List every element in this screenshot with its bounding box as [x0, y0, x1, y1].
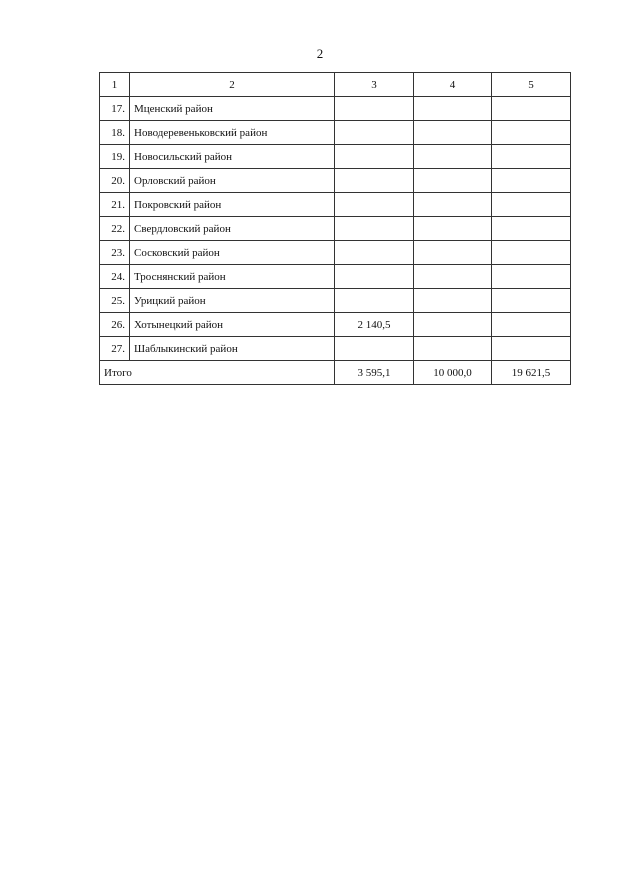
- district-name: Орловский район: [130, 169, 335, 193]
- district-name: Свердловский район: [130, 217, 335, 241]
- row-number: 24.: [100, 265, 130, 289]
- total-label: Итого: [100, 361, 335, 385]
- table-row: [100, 193, 571, 217]
- value-col-4: [414, 337, 492, 361]
- value-col-4: [414, 241, 492, 265]
- value-col-3: [335, 97, 414, 121]
- value-col-4: [414, 289, 492, 313]
- total-col-3: 3 595,1: [335, 361, 414, 385]
- header-col-4: 4: [414, 73, 492, 97]
- value-col-5: [492, 337, 571, 361]
- district-name: Хотынецкий район: [130, 313, 335, 337]
- value-col-3: [335, 241, 414, 265]
- value-col-3: [335, 217, 414, 241]
- value-col-4: [414, 169, 492, 193]
- value-col-5: [492, 289, 571, 313]
- value-col-3: 2 140,5: [335, 313, 414, 337]
- row-number: 25.: [100, 289, 130, 313]
- table-row: [100, 241, 571, 265]
- district-name: Урицкий район: [130, 289, 335, 313]
- row-number: 18.: [100, 121, 130, 145]
- district-name: Шаблыкинский район: [130, 337, 335, 361]
- district-name: Троснянский район: [130, 265, 335, 289]
- value-col-4: [414, 217, 492, 241]
- page-number: 2: [316, 46, 324, 61]
- table-row: [100, 313, 571, 337]
- table-row: [100, 169, 571, 193]
- header-col-3: 3: [335, 73, 414, 97]
- value-col-5: [492, 145, 571, 169]
- districts-table: [99, 72, 571, 385]
- table-row: [100, 337, 571, 361]
- value-col-5: [492, 97, 571, 121]
- value-col-3: [335, 121, 414, 145]
- district-name: Новодеревеньковский район: [130, 121, 335, 145]
- row-number: 20.: [100, 169, 130, 193]
- header-col-2: 2: [130, 73, 335, 97]
- total-col-5: 19 621,5: [492, 361, 571, 385]
- value-col-5: [492, 241, 571, 265]
- row-number: 22.: [100, 217, 130, 241]
- value-col-5: [492, 193, 571, 217]
- table-header-row: [100, 73, 571, 97]
- value-col-5: [492, 121, 571, 145]
- row-number: 17.: [100, 97, 130, 121]
- value-col-5: [492, 169, 571, 193]
- value-col-5: [492, 313, 571, 337]
- value-col-4: [414, 193, 492, 217]
- value-col-3: [335, 169, 414, 193]
- table-row: [100, 97, 571, 121]
- value-col-4: [414, 97, 492, 121]
- table-row: [100, 265, 571, 289]
- district-name: Покровский район: [130, 193, 335, 217]
- value-col-5: [492, 265, 571, 289]
- value-col-4: [414, 121, 492, 145]
- value-col-4: [414, 265, 492, 289]
- district-name: Новосильский район: [130, 145, 335, 169]
- value-col-3: [335, 193, 414, 217]
- table-row: [100, 145, 571, 169]
- row-number: 19.: [100, 145, 130, 169]
- value-col-3: [335, 337, 414, 361]
- row-number: 21.: [100, 193, 130, 217]
- value-col-4: [414, 313, 492, 337]
- row-number: 23.: [100, 241, 130, 265]
- value-col-3: [335, 289, 414, 313]
- district-name: Сосковский район: [130, 241, 335, 265]
- value-col-3: [335, 265, 414, 289]
- value-col-3: [335, 145, 414, 169]
- table-row: [100, 121, 571, 145]
- total-col-4: 10 000,0: [414, 361, 492, 385]
- row-number: 26.: [100, 313, 130, 337]
- header-col-5: 5: [492, 73, 571, 97]
- value-col-5: [492, 217, 571, 241]
- value-col-4: [414, 145, 492, 169]
- total-row: [100, 361, 571, 385]
- district-name: Мценский район: [130, 97, 335, 121]
- table-row: [100, 289, 571, 313]
- row-number: 27.: [100, 337, 130, 361]
- table-row: [100, 217, 571, 241]
- header-col-1: 1: [100, 73, 130, 97]
